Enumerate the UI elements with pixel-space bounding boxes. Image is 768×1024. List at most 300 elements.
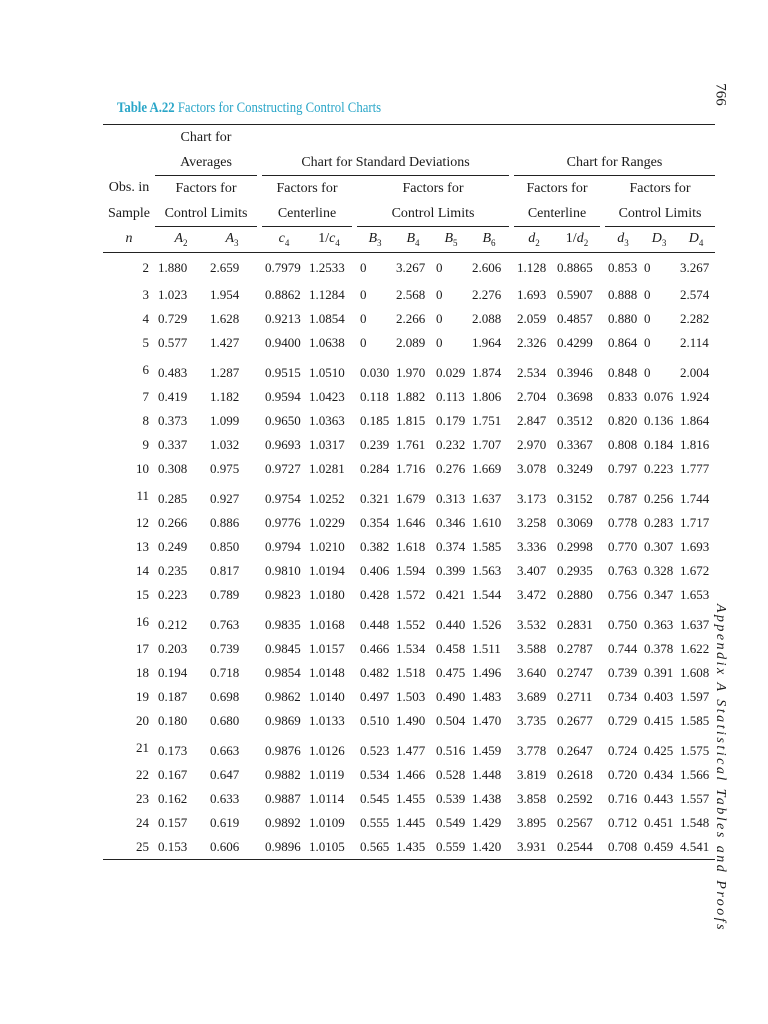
cell-n: 9 [142,436,149,452]
cell-B6: 1.669 [472,460,502,476]
header-chart-for: Chart for [180,129,232,145]
cell-n: 3 [142,286,149,302]
cell-d3: 0.770 [608,538,638,554]
table-row [103,733,715,763]
cell-B3: 0.555 [360,814,390,830]
cell-D4: 4.541 [677,835,715,860]
table-header [103,125,715,253]
cell-D4: 1.816 [680,436,710,452]
cell-1inv-d2: 0.2618 [557,766,593,782]
cell-D3: 0 [644,259,651,275]
cell-A2: 0.249 [158,538,188,554]
cell-B3: 0 [360,286,367,302]
cell-D4: 2.114 [680,334,709,350]
cell-B3: 0 [360,310,367,326]
cell-D3: 0 [644,334,651,350]
cell-B4: 1.534 [396,640,426,656]
cell-B4: 1.518 [396,664,426,680]
cell-1inv-d2: 0.2711 [557,688,593,704]
cell-d2: 3.588 [517,640,547,656]
cell-B6: 1.637 [472,490,502,506]
cell-B5: 0.549 [436,814,466,830]
cell-B3: 0.545 [360,790,390,806]
cell-D4: 3.267 [680,259,710,275]
cell-B4: 1.552 [396,616,426,632]
cell-c4: 0.9835 [265,616,301,632]
cell-B5: 0 [436,259,443,275]
cell-d3: 0.848 [608,364,638,380]
cell-1inv-d2: 0.2747 [557,664,593,680]
cell-n: 25 [103,835,155,860]
cell-D4: 1.548 [680,814,710,830]
cell-B3: 0.239 [360,436,390,452]
cell-1inv-c4: 1.0126 [309,742,345,758]
cell-d3: 0.880 [608,310,638,326]
table-row [103,685,715,709]
cell-A2: 1.880 [158,259,188,275]
cell-B4: 1.679 [396,490,426,506]
header-std-centerline: Centerline [262,201,352,227]
cell-A2: 0.337 [158,436,188,452]
cell-1inv-d2: 0.3249 [557,460,593,476]
cell-1inv-d2: 0.2544 [554,835,600,860]
cell-n: 16 [136,613,149,629]
cell-B4: 1.815 [396,412,426,428]
cell-B6: 1.470 [472,712,502,728]
cell-A3: 0.663 [210,742,240,758]
cell-1inv-d2: 0.2935 [557,562,593,578]
cell-B3: 0 [360,259,367,275]
cell-B6: 1.751 [472,412,502,428]
table-row [103,253,715,283]
cell-d3: 0.729 [608,712,638,728]
table-row [103,811,715,835]
cell-B5: 0.399 [436,562,466,578]
cell-d2: 1.128 [517,259,547,275]
cell-B4: 1.646 [396,514,426,530]
cell-1inv-d2: 0.2567 [557,814,593,830]
cell-1inv-d2: 0.3367 [557,436,593,452]
cell-1inv-c4: 1.0168 [309,616,345,632]
cell-B6: 1.610 [472,514,502,530]
table-row [103,481,715,511]
cell-D3: 0 [644,310,651,326]
cell-B3: 0.185 [360,412,390,428]
cell-B3: 0.406 [360,562,390,578]
cell-B6: 1.563 [472,562,502,578]
cell-A3: 0.850 [210,538,240,554]
col-B5: $B_5$ [444,231,458,248]
cell-c4: 0.9776 [265,514,301,530]
cell-d2: 3.078 [517,460,547,476]
cell-A2: 0.577 [158,334,188,350]
col-B6: $B_6$ [482,231,496,248]
table-row [103,661,715,685]
cell-d3: 0.724 [608,742,638,758]
cell-B3: 0.482 [360,664,390,680]
cell-B4: 1.445 [396,814,426,830]
cell-d2: 2.970 [517,436,547,452]
cell-B5: 0.516 [436,742,466,758]
table-row [103,433,715,457]
cell-A2: 0.173 [158,742,188,758]
cell-c4: 0.9650 [265,412,301,428]
cell-d3: 0.712 [608,814,638,830]
cell-B5: 0.113 [436,388,465,404]
cell-A3: 0.886 [210,514,240,530]
cell-B6: 1.496 [472,664,502,680]
cell-1inv-d2: 0.2880 [557,586,593,602]
cell-A3: 0.698 [210,688,240,704]
cell-D3: 0.378 [644,640,674,656]
cell-B5: 0.029 [436,364,466,380]
cell-1inv-c4: 1.0109 [309,814,345,830]
table-row [103,331,715,355]
cell-B4: 1.455 [396,790,426,806]
cell-d3: 0.787 [608,490,638,506]
cell-d2: 3.931 [514,835,554,860]
cell-1inv-c4: 1.0210 [309,538,345,554]
cell-D4: 2.282 [680,310,710,326]
cell-c4: 0.9862 [265,688,301,704]
cell-d3: 0.797 [608,460,638,476]
cell-B4: 1.618 [396,538,426,554]
cell-A2: 0.266 [158,514,188,530]
cell-c4: 0.9892 [265,814,301,830]
cell-A3: 0.718 [210,664,240,680]
cell-D3: 0.347 [644,586,674,602]
control-chart-factors-table [103,124,715,860]
cell-B5: 0.458 [436,640,466,656]
cell-D3: 0.403 [644,688,674,704]
cell-c4: 0.9693 [265,436,301,452]
cell-D4: 1.557 [680,790,710,806]
cell-B5: 0.559 [433,835,469,860]
cell-n: 24 [136,814,149,830]
cell-n: 12 [136,514,149,530]
cell-d2: 2.059 [517,310,547,326]
cell-1inv-d2: 0.3069 [557,514,593,530]
cell-B4: 2.568 [396,286,426,302]
cell-D3: 0.391 [644,664,674,680]
cell-B4: 1.716 [396,460,426,476]
col-n: n [125,231,133,247]
cell-A2: 0.203 [158,640,188,656]
cell-A2: 1.023 [158,286,188,302]
cell-B3: 0.030 [360,364,390,380]
cell-B3: 0.497 [360,688,390,704]
cell-n: 13 [136,538,149,554]
cell-1inv-d2: 0.4857 [557,310,593,326]
cell-D4: 1.744 [680,490,710,506]
col-D3: $D_3$ [651,231,667,248]
table-row [103,385,715,409]
cell-d3: 0.716 [608,790,638,806]
cell-D3: 0.283 [644,514,674,530]
cell-B6: 2.088 [472,310,502,326]
col-d2: $d_2$ [528,231,540,248]
cell-D3: 0 [644,364,651,380]
cell-n: 14 [136,562,149,578]
col-A3: $A_3$ [225,231,239,248]
cell-D4: 1.924 [680,388,710,404]
cell-1inv-c4: 1.2533 [309,259,345,275]
cell-c4: 0.8862 [265,286,301,302]
cell-D3: 0.223 [644,460,674,476]
cell-A3: 0.633 [210,790,240,806]
cell-c4: 0.9845 [265,640,301,656]
cell-1inv-c4: 1.0148 [309,664,345,680]
header-range-centerline: Centerline [514,201,600,227]
table-title: Factors for Constructing Control Charts [177,100,382,116]
cell-A2: 0.167 [158,766,188,782]
header-ranges: Chart for Ranges [514,150,715,176]
cell-B3: 0.428 [360,586,390,602]
cell-B6: 1.483 [472,688,502,704]
cell-B3: 0.565 [357,835,393,860]
cell-d3: 0.750 [608,616,638,632]
cell-d3: 0.808 [608,436,638,452]
cell-d2: 3.640 [517,664,547,680]
header-averages: Averages [155,150,257,176]
table-row [103,787,715,811]
table-row [103,283,715,307]
table-row [103,709,715,733]
cell-1inv-d2: 0.2647 [557,742,593,758]
cell-c4: 0.9727 [265,460,301,476]
cell-1inv-d2: 0.2592 [557,790,593,806]
cell-B5: 0.374 [436,538,466,554]
col-B4: $B_4$ [406,231,420,248]
cell-B4: 1.882 [396,388,426,404]
cell-B5: 0 [436,310,443,326]
cell-B4: 1.503 [396,688,426,704]
cell-A2: 0.180 [158,712,188,728]
page-number: 766 [712,83,729,106]
cell-1inv-d2: 0.3152 [557,490,593,506]
col-inv-d2: $1/d_2$ [565,231,589,248]
cell-A2: 0.162 [158,790,188,806]
cell-c4: 0.9794 [265,538,301,554]
cell-A3: 1.182 [210,388,240,404]
cell-d3: 0.888 [608,286,638,302]
cell-1inv-c4: 1.0140 [309,688,345,704]
table-row [103,559,715,583]
table-label: Table A.22 [117,100,175,116]
cell-B6: 1.420 [469,835,509,860]
cell-B4: 1.435 [393,835,433,860]
cell-d2: 3.532 [517,616,547,632]
cell-c4: 0.9213 [265,310,301,326]
cell-B6: 1.806 [472,388,502,404]
cell-d2: 3.336 [517,538,547,554]
cell-B6: 1.874 [472,364,502,380]
cell-A3: 0.647 [210,766,240,782]
cell-D3: 0.415 [644,712,674,728]
cell-A2: 0.153 [155,835,207,860]
cell-d3: 0.720 [608,766,638,782]
table-row [103,835,715,860]
cell-c4: 0.9887 [265,790,301,806]
cell-D4: 1.608 [680,664,710,680]
cell-D3: 0.363 [644,616,674,632]
header-obs-in: Obs. in [108,180,150,196]
cell-d2: 3.778 [517,742,547,758]
cell-c4: 0.9882 [265,766,301,782]
table-row [103,409,715,433]
cell-c4: 0.9896 [262,835,306,860]
cell-D3: 0.328 [644,562,674,578]
cell-A3: 0.606 [207,835,257,860]
cell-A3: 0.789 [210,586,240,602]
cell-c4: 0.9876 [265,742,301,758]
cell-D3: 0.425 [644,742,674,758]
cell-B3: 0.510 [360,712,390,728]
cell-d3: 0.739 [608,664,638,680]
cell-D4: 1.693 [680,538,710,554]
cell-1inv-c4: 1.0157 [309,640,345,656]
cell-1inv-d2: 0.3512 [557,412,593,428]
cell-D3: 0.459 [641,835,677,860]
cell-d3: 0.853 [608,259,638,275]
cell-d2: 3.858 [517,790,547,806]
cell-B5: 0.539 [436,790,466,806]
table-body [103,253,715,860]
cell-n: 23 [136,790,149,806]
cell-B4: 1.466 [396,766,426,782]
cell-A3: 0.817 [210,562,240,578]
cell-D3: 0.307 [644,538,674,554]
cell-n: 2 [142,259,149,275]
cell-B5: 0 [436,286,443,302]
cell-D4: 1.717 [680,514,710,530]
cell-B6: 1.448 [472,766,502,782]
cell-B5: 0 [436,334,443,350]
cell-D4: 2.574 [680,286,710,302]
cell-d2: 3.407 [517,562,547,578]
cell-B3: 0.523 [360,742,390,758]
cell-1inv-c4: 1.1284 [309,286,345,302]
cell-n: 8 [142,412,149,428]
table-row [103,535,715,559]
cell-A2: 0.419 [158,388,188,404]
cell-A3: 1.427 [210,334,240,350]
cell-B3: 0.448 [360,616,390,632]
cell-A2: 0.187 [158,688,188,704]
cell-A2: 0.729 [158,310,188,326]
cell-n: 7 [142,388,149,404]
header-range-limits-factors-for: Factors for [629,180,691,196]
cell-B5: 0.504 [436,712,466,728]
cell-n: 15 [136,586,149,602]
cell-A3: 0.763 [210,616,240,632]
cell-A2: 0.194 [158,664,188,680]
cell-B4: 1.572 [396,586,426,602]
cell-A3: 2.659 [210,259,240,275]
cell-D3: 0.451 [644,814,674,830]
header-sample: Sample [108,205,150,221]
cell-B3: 0.382 [360,538,390,554]
cell-D3: 0.434 [644,766,674,782]
cell-d3: 0.833 [608,388,638,404]
cell-D4: 1.637 [680,616,710,632]
table-row [103,355,715,385]
cell-A3: 1.628 [210,310,240,326]
header-range-center-factors-for: Factors for [526,180,588,196]
header-avg-factors-for: Factors for [175,180,237,196]
table-row [103,511,715,535]
cell-B5: 0.528 [436,766,466,782]
cell-d3: 0.734 [608,688,638,704]
cell-n: 20 [136,712,149,728]
header-std-control-limits: Control Limits [357,201,509,227]
col-B3: $B_3$ [368,231,382,248]
cell-d3: 0.756 [608,586,638,602]
cell-n: 17 [136,640,149,656]
table-caption [117,100,381,117]
cell-d2: 3.895 [517,814,547,830]
cell-1inv-c4: 1.0194 [309,562,345,578]
cell-1inv-d2: 0.2787 [557,640,593,656]
table-row [103,307,715,331]
cell-A3: 1.287 [210,364,240,380]
cell-D4: 1.864 [680,412,710,428]
cell-c4: 0.9823 [265,586,301,602]
cell-c4: 0.9515 [265,364,301,380]
cell-A2: 0.157 [158,814,188,830]
cell-c4: 0.7979 [265,259,301,275]
cell-n: 6 [142,361,149,377]
cell-B3: 0.321 [360,490,390,506]
cell-n: 4 [142,310,149,326]
cell-A2: 0.483 [158,364,188,380]
cell-n: 22 [136,766,149,782]
cell-B5: 0.232 [436,436,466,452]
cell-d3: 0.820 [608,412,638,428]
cell-D4: 1.653 [680,586,710,602]
cell-1inv-c4: 1.0114 [309,790,345,806]
cell-1inv-c4: 1.0133 [309,712,345,728]
cell-B6: 1.964 [472,334,502,350]
cell-d3: 0.763 [608,562,638,578]
cell-d2: 3.819 [517,766,547,782]
cell-1inv-d2: 0.3698 [557,388,593,404]
cell-n: 18 [136,664,149,680]
cell-B6: 1.429 [472,814,502,830]
cell-B4: 1.761 [396,436,426,452]
cell-B3: 0.118 [360,388,389,404]
cell-A3: 0.619 [210,814,240,830]
cell-d2: 2.326 [517,334,547,350]
cell-d2: 3.689 [517,688,547,704]
table-row [103,637,715,661]
cell-B6: 1.585 [472,538,502,554]
cell-A3: 0.739 [210,640,240,656]
table-row [103,583,715,607]
cell-1inv-d2: 0.4299 [557,334,593,350]
cell-B5: 0.276 [436,460,466,476]
cell-d3: 0.864 [608,334,638,350]
cell-B4: 1.477 [396,742,426,758]
cell-1inv-c4: 1.0229 [309,514,345,530]
cell-B3: 0.466 [360,640,390,656]
cell-1inv-c4: 1.0252 [309,490,345,506]
cell-c4: 0.9810 [265,562,301,578]
cell-1inv-d2: 0.8865 [557,259,593,275]
cell-B5: 0.179 [436,412,466,428]
cell-c4: 0.9594 [265,388,301,404]
cell-A3: 1.032 [210,436,240,452]
